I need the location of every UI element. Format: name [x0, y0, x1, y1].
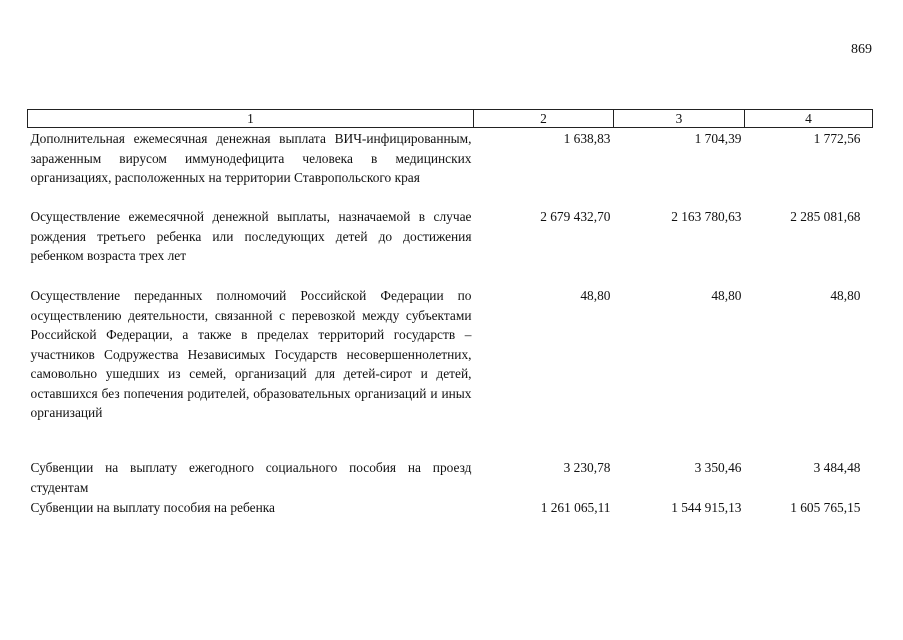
row-description: Субвенции на выплату пособия на ребенка: [30, 500, 275, 515]
row-description: Субвенции на выплату ежегодного социального пособия на проезд студентам: [30, 460, 472, 495]
row-value-col2: 1 261 065,11: [540, 500, 611, 515]
row-description: Осуществление переданных полномочий Российской Федерации по осуществлению деятельности, связанной с перевозкой между субъектами Российской Федерации, а также в пределах территорий государств – участников Содружества Независимых Государств несовершеннолетних, самовольно ушедших из семей, организаций для детей-сирот и детей, оставшихся без попечения родителей, образовательных организаций и иных организаций: [30, 288, 472, 420]
row-value-col2: 48,80: [580, 288, 611, 303]
row-value-col4: 3 484,48: [813, 460, 861, 475]
row-value-col2: 3 230,78: [563, 460, 611, 475]
table-row: [28, 498, 873, 518]
table-row: [28, 284, 873, 457]
row-value-col4: 1 605 765,15: [790, 500, 861, 515]
row-value-col4: 48,80: [830, 288, 861, 303]
row-value-col4: 1 772,56: [813, 131, 861, 146]
budget-table: [27, 109, 873, 518]
column-header-1: 1: [28, 110, 474, 128]
row-value-col3: 3 350,46: [694, 460, 742, 475]
table-row: [28, 457, 873, 498]
row-value-col4: 2 285 081,68: [790, 209, 861, 224]
row-value-col3: 1 704,39: [694, 131, 742, 146]
row-value-col3: 48,80: [711, 288, 742, 303]
row-description: Дополнительная ежемесячная денежная выплата ВИЧ-инфицированным, зараженным вирусом иммунодефицита человека в медицинских организациях, расположенных на территории Ставропольского края: [30, 131, 472, 185]
row-description: Осуществление ежемесячной денежной выплаты, назначаемой в случае рождения третьего ребенка или последующих детей до достижения ребенком возраста трех лет: [30, 209, 472, 263]
table-row: [28, 206, 873, 284]
table-header-row: [28, 110, 873, 128]
column-header-4: 4: [745, 110, 873, 128]
row-value-col2: 1 638,83: [563, 131, 611, 146]
table-row: [28, 128, 873, 207]
column-header-2: 2: [474, 110, 614, 128]
page-number: 869: [851, 42, 872, 57]
row-value-col3: 2 163 780,63: [671, 209, 742, 224]
row-value-col2: 2 679 432,70: [540, 209, 611, 224]
row-value-col3: 1 544 915,13: [671, 500, 742, 515]
column-header-3: 3: [614, 110, 745, 128]
